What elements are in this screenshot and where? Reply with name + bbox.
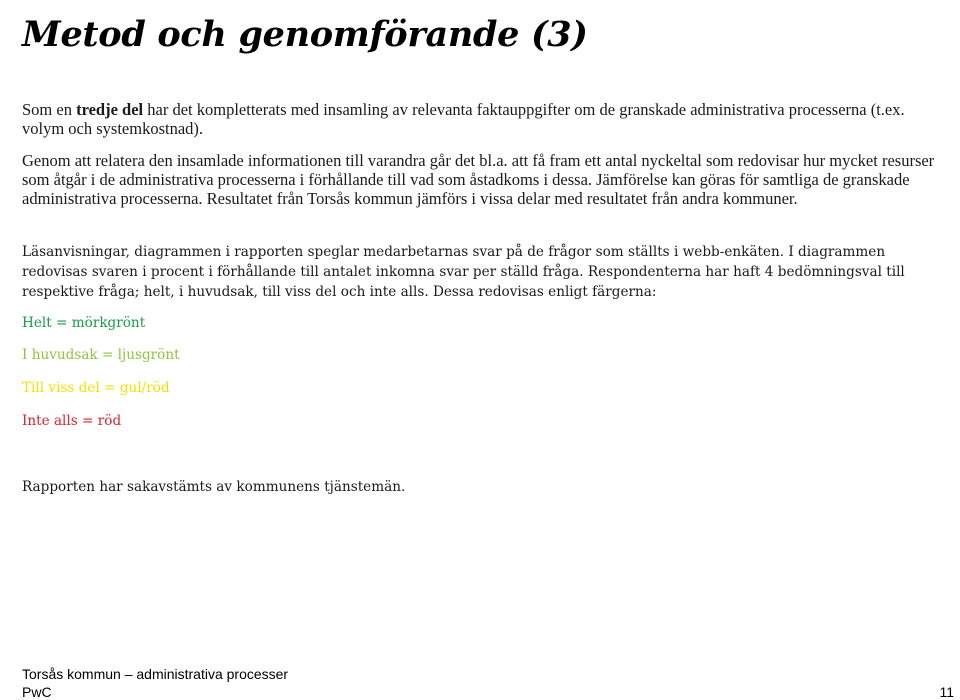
key-figures-paragraph: Genom att relatera den insamlade informationen till varandra går det bl.a. att få fram ett antal nyckeltal som redovisar hur mycket resurser som åtgår i de administrativa processerna i förhållande till vad som åstadkoms i dessa. Jämförelse kan göras för samtliga de granskade administrativa processerna. Resultatet från Torsås kommun jämförs i vissa delar med resultatet från andra kommuner.	[22, 151, 935, 208]
legend-item-till-viss-del: Till viss del = gul/röd	[22, 380, 170, 396]
intro-paragraph	[22, 100, 942, 138]
intro-text-after: har det kompletterats med insamling av relevanta faktauppgifter om de granskade administrativa processerna (t.ex. volym och systemkostnad).	[22, 100, 905, 138]
legend-item-i-huvudsak: I huvudsak = ljusgrönt	[22, 347, 180, 363]
slide-title: Metod och genomförande (3)	[22, 14, 588, 55]
legend-item-inte-alls: Inte alls = röd	[22, 413, 122, 429]
footer-brand: PwC	[22, 684, 52, 700]
reading-guide-paragraph: Läsanvisningar, diagrammen i rapporten speglar medarbetarnas svar på de frågor som ställts i webb-enkäten. I diagrammen redovisas svaren i procent i förhållande till antalet inkomna svar per ställd fråga. Respondenterna har haft 4 bedömningsval till respektive fråga; helt, i huvudsak, till viss del och inte alls. Dessa redovisas enligt färgerna:	[22, 244, 905, 300]
footer-subtitle: Torsås kommun – administrativa processer	[22, 666, 289, 682]
intro-text-before: Som en	[22, 100, 77, 119]
legend-item-helt: Helt = mörkgrönt	[22, 315, 146, 331]
intro-text-bold: tredje del	[76, 100, 144, 119]
page-number: 11	[939, 684, 954, 700]
verification-note: Rapporten har sakavstämts av kommunens tjänstemän.	[22, 479, 406, 495]
